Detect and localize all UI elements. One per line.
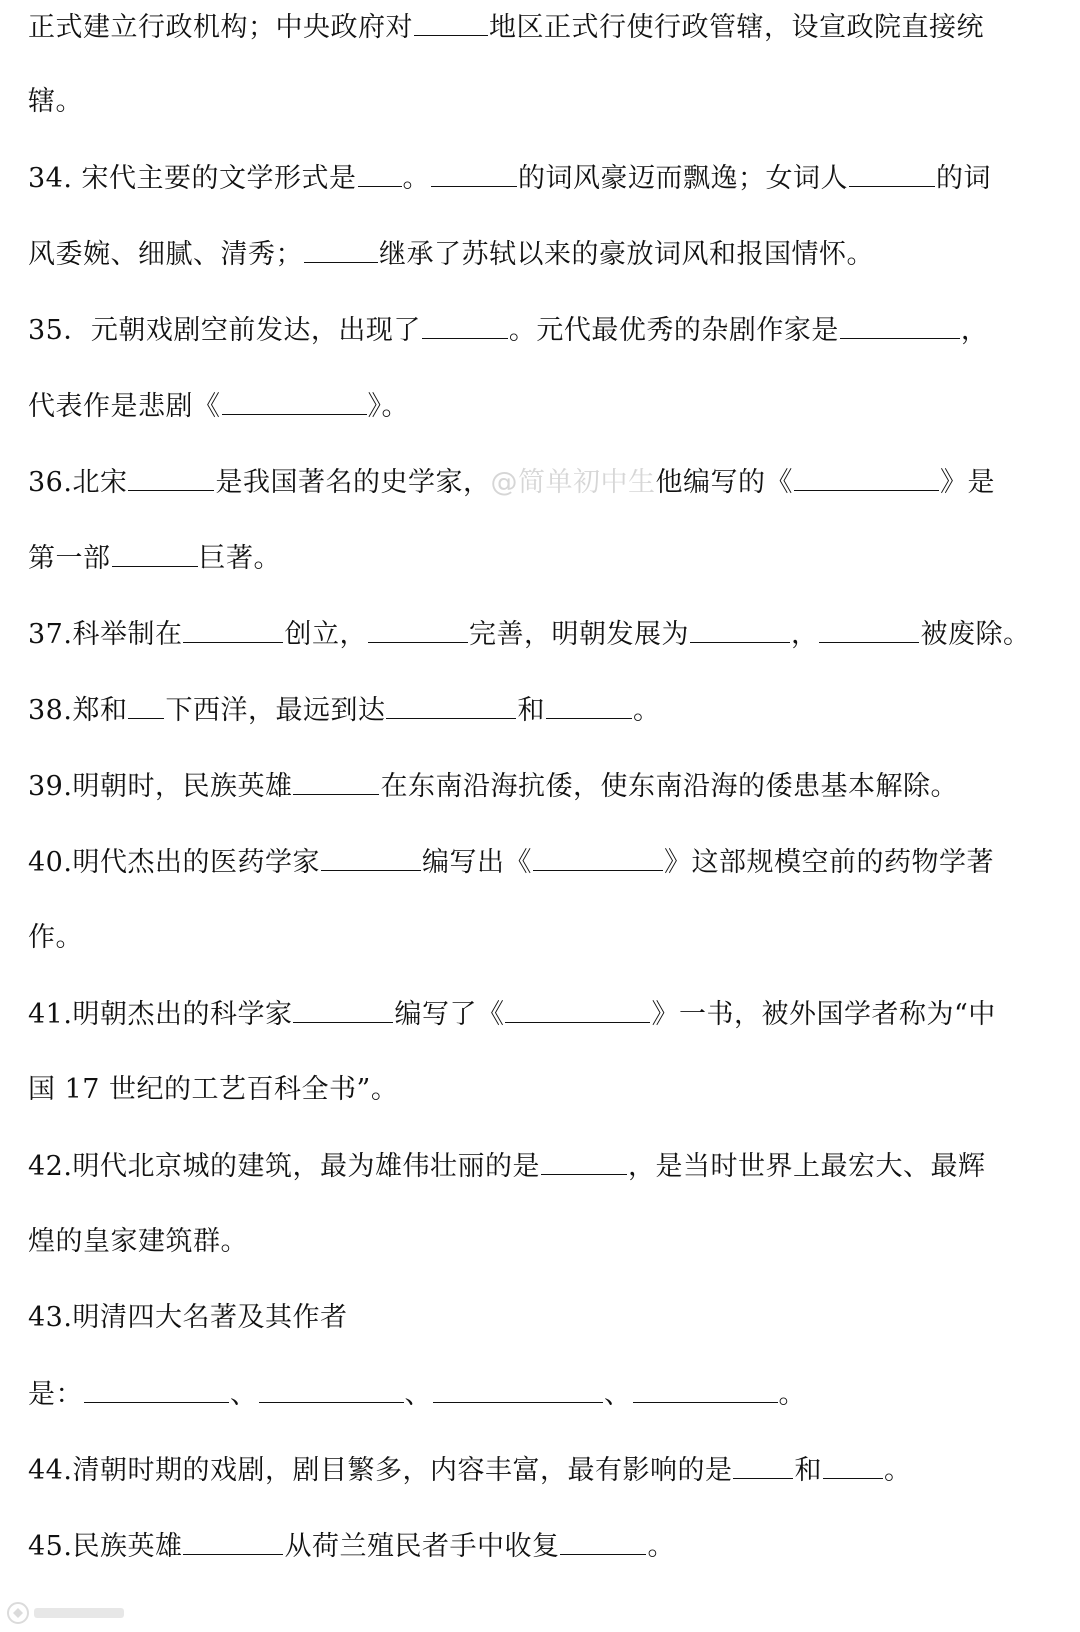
- answer-blank: [84, 1374, 229, 1403]
- text: 和: [794, 1455, 822, 1486]
- text: 地区正式行使行政管辖，设宣政院直接统: [489, 12, 984, 43]
- text: 。: [647, 1531, 675, 1562]
- text: 》是: [939, 467, 995, 498]
- text: 下西洋，最远到达: [165, 695, 386, 726]
- text: 在东南沿海抗倭，使东南沿海的倭患基本解除。: [380, 771, 958, 802]
- text: 巨著。: [198, 543, 281, 574]
- question-39: [28, 766, 1052, 807]
- answer-blank: [560, 1526, 646, 1555]
- text: 被废除。: [920, 619, 1031, 650]
- text: 辖。: [28, 86, 83, 117]
- text: 》。: [367, 391, 409, 422]
- answer-blank: [431, 158, 517, 187]
- answer-blank: [422, 310, 508, 339]
- text: 编写了《: [394, 999, 505, 1030]
- question-41-line-1: [28, 994, 1052, 1035]
- text: 41.明朝杰出的科学家: [28, 999, 293, 1030]
- text: 。: [402, 163, 431, 194]
- text: 。: [632, 695, 661, 726]
- question-40-line-1: [28, 842, 1052, 883]
- text: 的词风豪迈而飘逸；女词人: [518, 163, 849, 194]
- text: 、: [404, 1379, 432, 1410]
- answer-blank: [546, 690, 632, 719]
- question-43-line-1: [28, 1298, 1052, 1338]
- question-36-line-2: [28, 538, 1052, 579]
- answer-blank: [112, 538, 198, 567]
- answer-blank: [128, 690, 164, 719]
- answer-blank: [183, 1526, 283, 1555]
- answer-blank: [304, 234, 378, 263]
- answer-blank: [823, 1450, 883, 1479]
- answer-blank: [533, 842, 663, 871]
- text: 第一部: [28, 543, 111, 574]
- question-42-line-1: [28, 1146, 1052, 1187]
- answer-blank: [293, 766, 379, 795]
- question-38: [28, 690, 1052, 731]
- question-35-line-1: [28, 310, 1052, 351]
- text: 是我国著名的史学家，: [215, 467, 491, 498]
- answer-blank: [414, 7, 488, 36]
- answer-blank: [733, 1450, 793, 1479]
- text: 45.民族英雄: [28, 1531, 183, 1562]
- question-42-line-2: [28, 1222, 1052, 1262]
- text: 完善，明朝发展为: [468, 619, 689, 650]
- text: 35．元朝戏剧空前发达，出现了: [28, 315, 421, 346]
- answer-blank: [819, 614, 919, 643]
- question-40-line-2: [28, 918, 1052, 958]
- question-35-line-2: [28, 386, 1052, 427]
- text: 的词: [936, 163, 992, 194]
- text: 和: [517, 695, 545, 726]
- answer-blank: [368, 614, 468, 643]
- text: 》这部规模空前的药物学著: [663, 847, 994, 878]
- answer-blank: [505, 994, 650, 1023]
- text: 。: [883, 1455, 912, 1486]
- question-45: [28, 1526, 1052, 1567]
- text: ，是当时世界上最宏大、最辉: [627, 1151, 986, 1182]
- text: 、: [604, 1379, 632, 1410]
- watermark: @简单初中生: [490, 467, 656, 498]
- answer-blank: [259, 1374, 404, 1403]
- question-34-line-2: [28, 234, 1052, 275]
- text: 是：: [28, 1379, 83, 1410]
- corner-watermark-logo: [4, 1598, 132, 1628]
- answer-blank: [358, 158, 402, 187]
- answer-blank: [321, 842, 421, 871]
- answer-blank: [690, 614, 790, 643]
- question-33-line-2: [28, 7, 1052, 48]
- answer-blank: [794, 462, 939, 491]
- text: 42.明代北京城的建筑，最为雄伟壮丽的是: [28, 1151, 540, 1182]
- text: 创立，: [284, 619, 367, 650]
- text: 作。: [28, 922, 83, 953]
- answer-blank: [293, 994, 393, 1023]
- question-44: [28, 1450, 1052, 1491]
- text: 从荷兰殖民者手中收复: [284, 1531, 560, 1562]
- question-34-line-1: [28, 158, 1052, 199]
- text: 。: [778, 1379, 806, 1410]
- answer-blank: [183, 614, 283, 643]
- answer-blank: [541, 1146, 627, 1175]
- question-37: [28, 614, 1052, 655]
- answer-blank: [222, 386, 367, 415]
- question-41-line-2: [28, 1070, 1052, 1110]
- answer-blank: [433, 1374, 603, 1403]
- text: 39.明朝时，民族英雄: [28, 771, 293, 802]
- text: 国 17 世纪的工艺百科全书”。: [28, 1074, 399, 1105]
- text: 编写出《: [421, 847, 532, 878]
- question-36-line-1: [28, 462, 1052, 503]
- text: 38.郑和: [28, 695, 128, 726]
- text: 他编写的《: [655, 467, 793, 498]
- text: 代表作是悲剧《: [28, 391, 221, 422]
- text: 、: [230, 1379, 258, 1410]
- text: 40.明代杰出的医药学家: [28, 847, 320, 878]
- text: 风委婉、细腻、清秀；: [28, 239, 303, 270]
- answer-blank: [386, 690, 516, 719]
- text: 44.清朝时期的戏剧，剧目繁多，内容丰富，最有影响的是: [28, 1455, 733, 1486]
- question-43-line-2: [28, 1374, 1052, 1415]
- text: 正式建立行政机构；中央政府对: [28, 12, 413, 43]
- text: 。元代最优秀的杂剧作家是: [508, 315, 839, 346]
- text: 34. 宋代主要的文学形式是: [28, 163, 357, 194]
- question-33-line-3: [28, 82, 1052, 122]
- text: 》一书，被外国学者称为“中: [651, 999, 996, 1030]
- answer-blank: [840, 310, 960, 339]
- text: ，: [790, 619, 819, 650]
- text: 36.北宋: [28, 467, 128, 498]
- text: ，: [960, 315, 989, 346]
- answer-blank: [633, 1374, 778, 1403]
- answer-blank: [849, 158, 935, 187]
- text: 37.科举制在: [28, 619, 183, 650]
- text: 43.明清四大名著及其作者: [28, 1302, 348, 1333]
- answer-blank: [128, 462, 214, 491]
- text: 继承了苏轼以来的豪放词风和报国情怀。: [379, 239, 874, 270]
- text: 煌的皇家建筑群。: [28, 1226, 248, 1257]
